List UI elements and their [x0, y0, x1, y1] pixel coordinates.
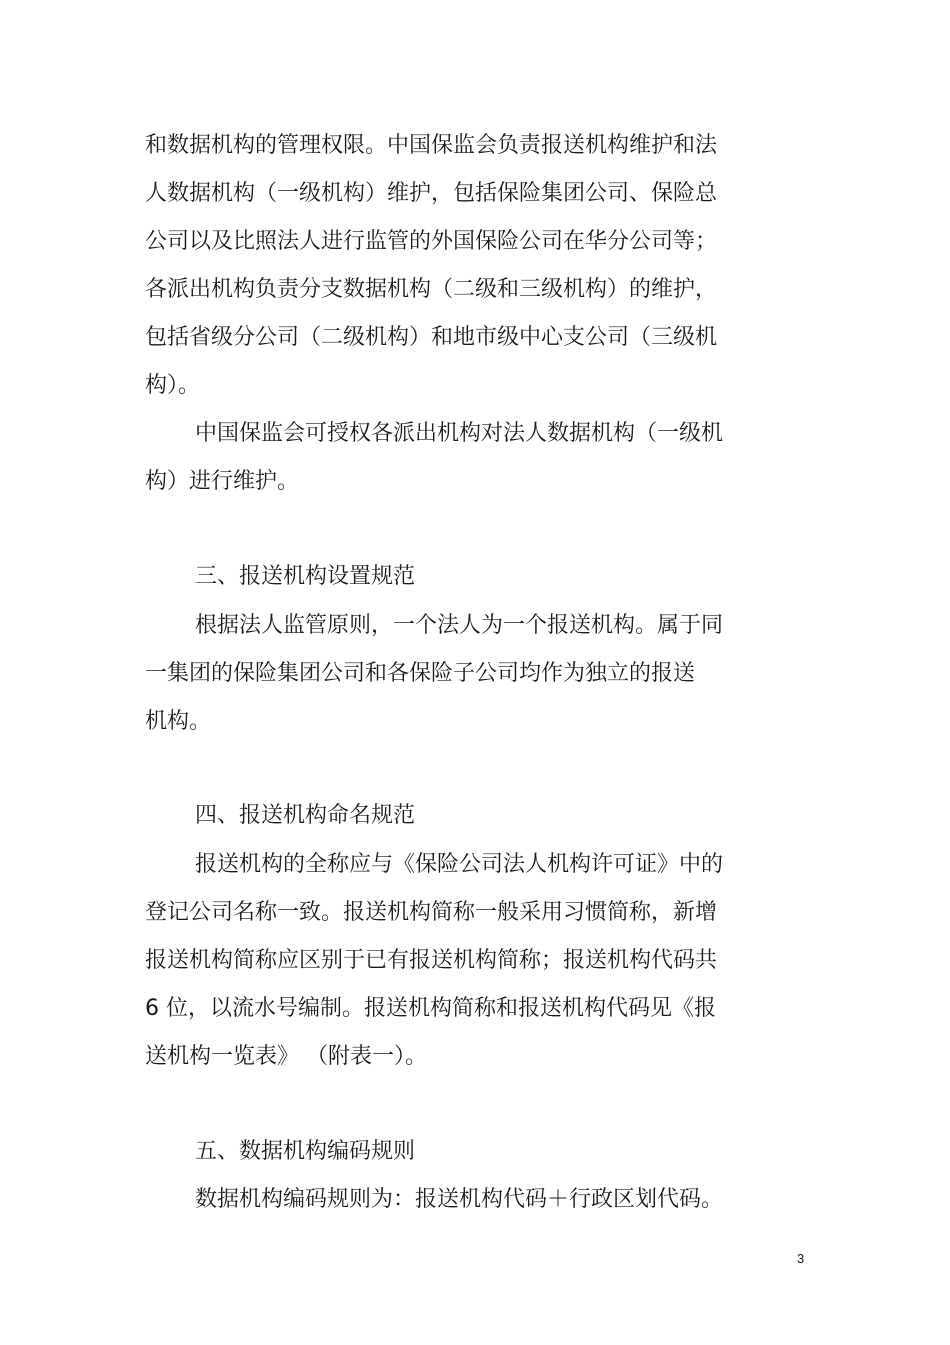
paragraph-line: 和数据机构的管理权限。中国保监会负责报送机构维护和法 [145, 133, 718, 158]
paragraph-line: 包括省级分公司（二级机构）和地市级中心支公司（三级机 [145, 325, 718, 350]
paragraph-line: 数据机构编码规则为：报送机构代码＋行政区划代码。 [195, 1187, 724, 1212]
paragraph-line: 报送机构简称应区别于已有报送机构简称；报送机构代码共 [145, 948, 718, 973]
paragraph-line: 登记公司名称一致。报送机构简称一般采用习惯简称，新增 [145, 900, 718, 925]
paragraph-line: 各派出机构负责分支数据机构（二级和三级机构）的维护， [145, 277, 718, 302]
section-heading: 三、报送机构设置规范 [195, 564, 416, 589]
paragraph-line: 报送机构的全称应与《保险公司法人机构许可证》中的 [195, 852, 724, 877]
paragraph-line: 送机构一览表》 （附表一）。 [145, 1044, 427, 1069]
section-heading: 四、报送机构命名规范 [195, 803, 416, 828]
paragraph-line: 根据法人监管原则，一个法人为一个报送机构。属于同 [195, 613, 724, 638]
paragraph-line: 构）。 [145, 373, 201, 398]
page-number: 3 [797, 1251, 805, 1266]
paragraph-line: 6 位，以流水号编制。报送机构简称和报送机构代码见《报 [145, 996, 716, 1021]
paragraph-line: 中国保监会可授权各派出机构对法人数据机构（一级机 [195, 421, 724, 446]
section-heading: 五、数据机构编码规则 [195, 1139, 416, 1164]
paragraph-line: 公司以及比照法人进行监管的外国保险公司在华分公司等； [145, 229, 718, 254]
paragraph-line: 人数据机构（一级机构）维护，包括保险集团公司、保险总 [145, 181, 718, 206]
paragraph-line: 一集团的保险集团公司和各保险子公司均作为独立的报送 [145, 661, 696, 686]
paragraph-line: 构）进行维护。 [145, 469, 300, 494]
paragraph-line: 机构。 [145, 709, 212, 734]
